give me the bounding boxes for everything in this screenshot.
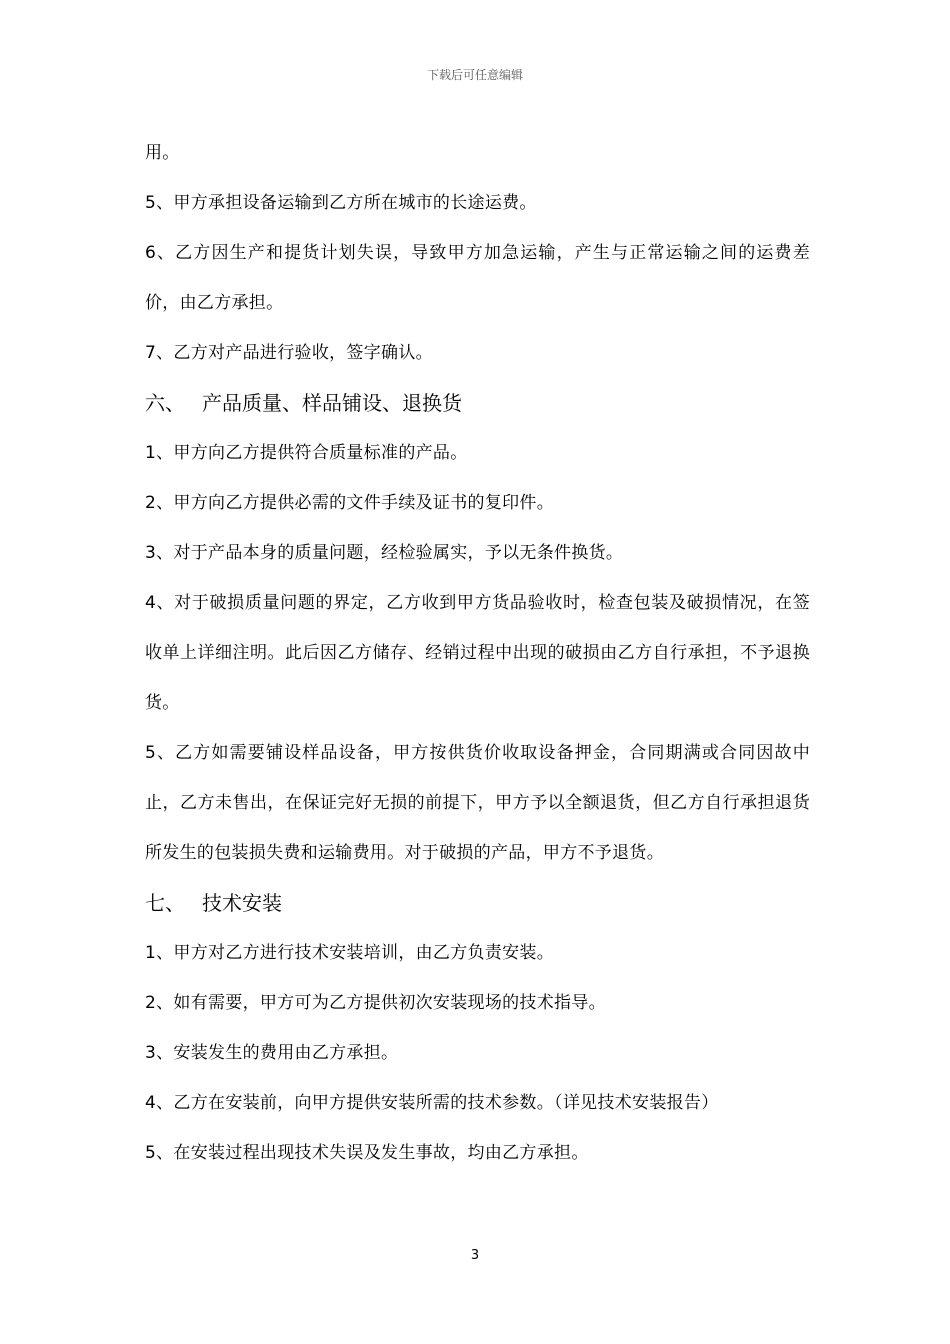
- paragraph: 2、如有需要，甲方可为乙方提供初次安装现场的技术指导。: [145, 993, 606, 1013]
- paragraph: 3、对于产品本身的质量问题，经检验属实，予以无条件换货。: [145, 543, 624, 563]
- header-note: 下载后可任意编辑: [426, 68, 523, 82]
- paragraph: 1、甲方向乙方提供符合质量标准的产品。: [145, 443, 468, 463]
- section-number: 六、: [145, 391, 185, 415]
- section-title: 产品质量、样品铺设、退换货: [202, 391, 462, 415]
- paragraph: 4、对于破损质量问题的界定，乙方收到甲方货品验收时，检查包装及破损情况，在签收单上详细注明。此后因乙方储存、经销过程中出现的破损由乙方自行承担，不予退换货。: [145, 593, 810, 713]
- paragraph: 6、乙方因生产和提货计划失误，导致甲方加急运输，产生与正常运输之间的运费差价，由乙方承担。: [145, 243, 810, 313]
- section-number: 七、: [145, 891, 185, 915]
- section-title: 技术安装: [202, 891, 282, 915]
- paragraph: 4、乙方在安装前，向甲方提供安装所需的技术参数。（详见技术安装报告）: [145, 1093, 719, 1113]
- paragraph: 2、甲方向乙方提供必需的文件手续及证书的复印件。: [145, 493, 555, 513]
- page-number: 3: [470, 1248, 480, 1263]
- paragraph: 7、乙方对产品进行验收，签字确认。: [145, 343, 433, 363]
- paragraph: 5、在安装过程出现技术失误及发生事故，均由乙方承担。: [145, 1143, 589, 1163]
- paragraph: 5、乙方如需要铺设样品设备，甲方按供货价收取设备押金，合同期满或合同因故中止，乙方未售出，在保证完好无损的前提下，甲方予以全额退货，但乙方自行承担退货所发生的包装损失费和运输费用。对于破损的产品，甲方不予退货。: [145, 743, 810, 863]
- paragraph: 5、甲方承担设备运输到乙方所在城市的长途运费。: [145, 193, 537, 213]
- paragraph: 3、安装发生的费用由乙方承担。: [145, 1043, 399, 1063]
- section-heading: [145, 878, 810, 928]
- paragraph: 1、甲方对乙方进行技术安装培训，由乙方负责安装。: [145, 943, 555, 963]
- paragraph: 用。: [145, 143, 180, 163]
- section-heading: [145, 378, 810, 428]
- document-body: [145, 128, 810, 1178]
